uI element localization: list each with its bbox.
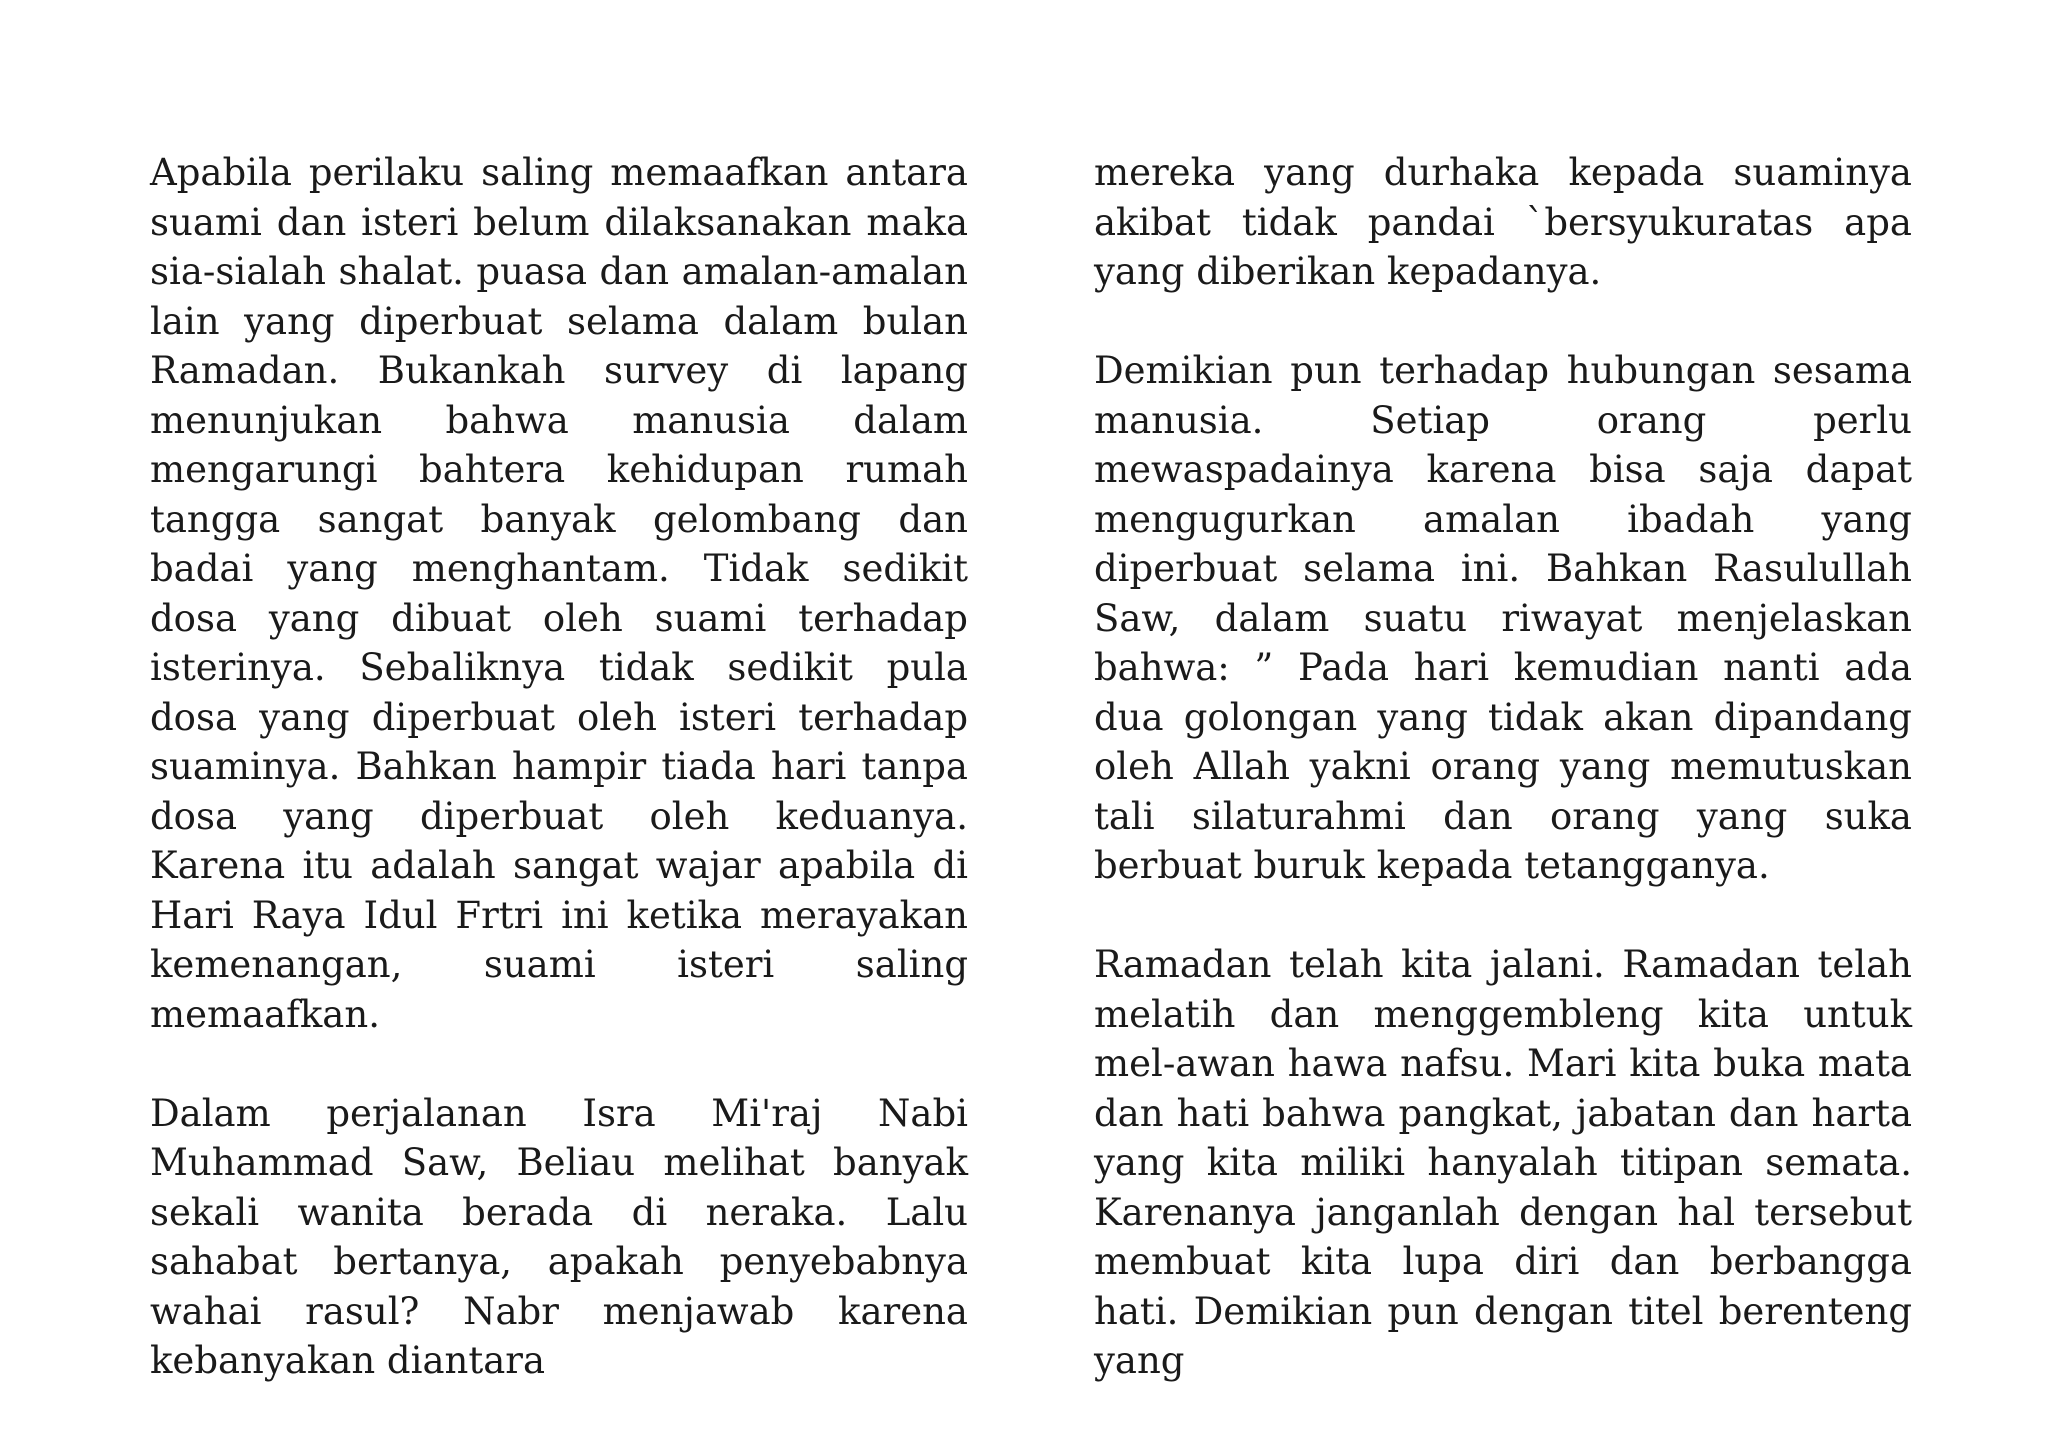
paragraph-forgiveness: Apabila perilaku saling memaafkan antara suami dan isteri belum dilaksanakan maka sia-sialah shalat. puasa dan amalan-amalan lain yang diperbuat selama dalam bulan Ramadan. Bukankah survey di lapang menunjukan bahwa manusia dalam mengarungi bahtera kehidupan rumah tangga sangat banyak gelombang dan badai yang menghantam. Tidak sedikit dosa yang dibuat oleh suami terhadap isterinya. Sebaliknya tidak sedikit pula dosa yang diperbuat oleh isteri terhadap suaminya. Bahkan hampir tiada hari tanpa dosa yang diperbuat oleh keduanya. Karena itu adalah sangat wajar apabila di Hari Raya Idul Frtri ini ketika merayakan kemenangan, suami isteri saling memaafkan. [150, 151, 968, 1036]
paragraph-ramadan: Ramadan telah kita jalani. Ramadan telah melatih dan menggembleng kita untuk mel-awan hawa nafsu. Mari kita buka mata dan hati bahwa pangkat, jabatan dan harta yang kita miliki hanyalah titipan semata. Karenanya janganlah dengan hal tersebut membuat kita lupa diri dan berbangga hati. Demikian pun dengan titel berenteng yang [1094, 943, 1912, 1382]
right-column [1094, 148, 1912, 1386]
paragraph-continuation: mereka yang durhaka kepada suaminya akibat tidak pandai `bersyukuratas apa yang diberikan kepadanya. [1094, 151, 1912, 293]
paragraph-isra-miraj: Dalam perjalanan Isra Mi'raj Nabi Muhammad Saw, Beliau melihat banyak sekali wanita berada di neraka. Lalu sahabat bertanya, apakah penyebabnya wahai rasul? Nabr menjawab karena kebanyakan diantara [150, 1091, 968, 1382]
left-column [150, 148, 968, 1386]
paragraph-relations: Demikian pun terhadap hubungan sesama manusia. Setiap orang perlu mewaspadainya karena bisa saja dapat mengugurkan amalan ibadah yang diperbuat selama ini. Bahkan Rasulullah Saw, dalam suatu riwayat menjelaskan bahwa: ” Pada hari kemudian nanti ada dua golongan yang tidak akan dipandang oleh Allah yakni orang yang memutuskan tali silaturahmi dan orang yang suka berbuat buruk kepada tetangganya. [1094, 349, 1912, 887]
